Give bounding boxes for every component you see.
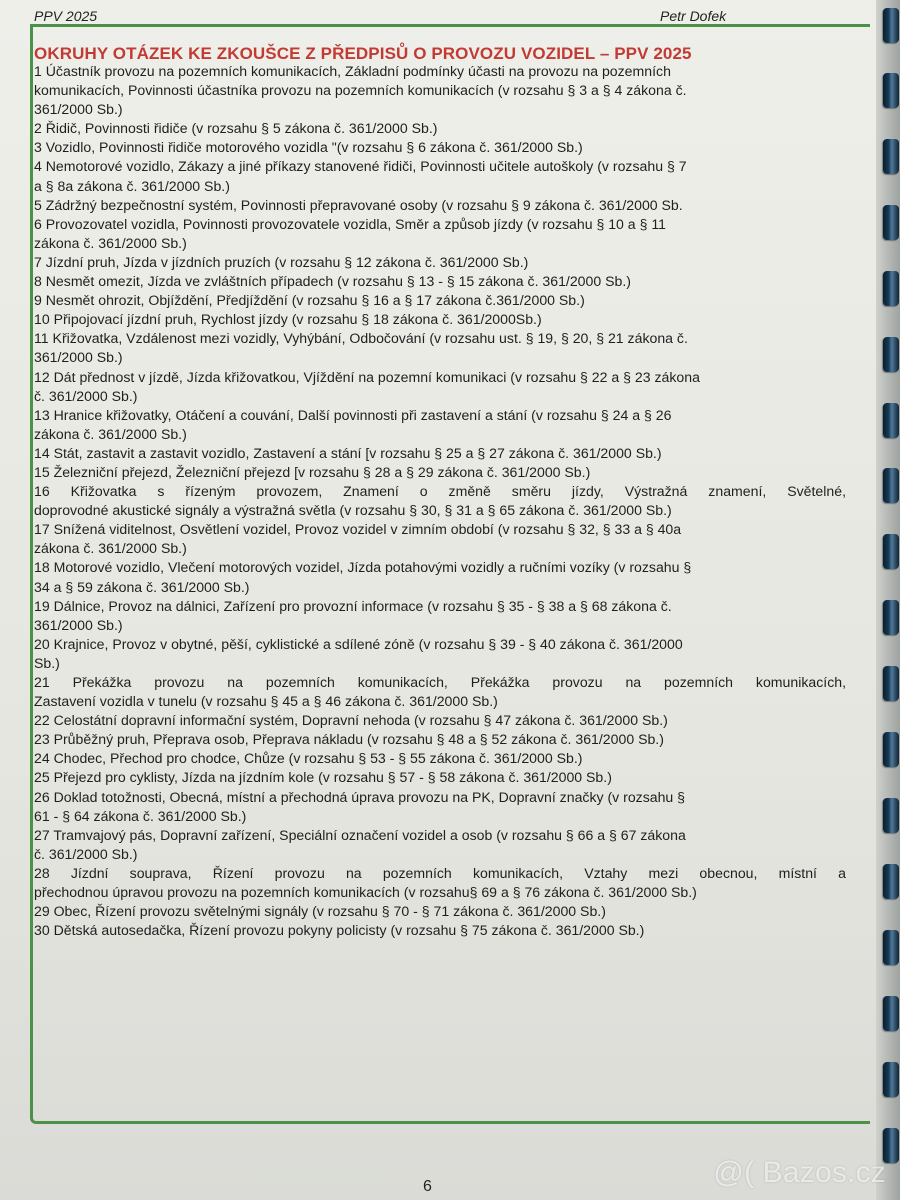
binding-ring bbox=[883, 271, 899, 306]
topic-line: a § 8a zákona č. 361/2000 Sb.) bbox=[34, 177, 230, 194]
topic-line: 26 Doklad totožnosti, Obecná, místní a přechodná úprava provozu na PK, Dopravní značky (v rozsahu § bbox=[34, 788, 686, 805]
topic-line: 61 - § 64 zákona č. 361/2000 Sb.) bbox=[34, 807, 247, 824]
binding-ring bbox=[883, 600, 899, 635]
binding-ring bbox=[883, 1062, 899, 1097]
topic-line: 361/2000 Sb.) bbox=[34, 349, 123, 366]
topic-line: 1 Účastník provozu na pozemních komunikacích, Základní podmínky účasti na provozu na pozemních bbox=[34, 63, 671, 79]
topic-line: zákona č. 361/2000 Sb.) bbox=[34, 540, 187, 557]
topic-line: 4 Nemotorové vozidlo, Zákazy a jiné příkazy stanovené řidiči, Povinnosti učitele autoškoly (v rozsahu § 7 bbox=[34, 158, 687, 175]
topic-line: 361/2000 Sb.) bbox=[34, 101, 123, 118]
binding-ring bbox=[883, 205, 899, 240]
topic-line: Zastavení vozidla v tunelu (v rozsahu § 45 a § 46 zákona č. 361/2000 Sb.) bbox=[34, 693, 498, 710]
binding-ring bbox=[883, 864, 899, 899]
binding-ring bbox=[883, 468, 899, 503]
exam-topic-list bbox=[34, 62, 846, 940]
topic-line: 17 Snížená viditelnost, Osvětlení vozidel, Provoz vozidel v zimním období (v rozsahu § 32, § 33 a § 40a bbox=[34, 521, 682, 538]
topic-line: 16 Křižovatka s řízeným provozem, Znamení o změně směru jízdy, Výstražná znamení, Světelné, bbox=[34, 483, 846, 500]
topic-line: 11 Křižovatka, Vzdálenost mezi vozidly, Vyhýbání, Odbočování (v rozsahu ust. § 19, § 20, § 21 zákona č. bbox=[34, 330, 688, 347]
topic-line: 361/2000 Sb.) bbox=[34, 616, 123, 633]
topic-line: 25 Přejezd pro cyklisty, Jízda na jízdním kole (v rozsahu § 57 - § 58 zákona č. 361/2000 Sb.) bbox=[34, 769, 612, 786]
topic-line: přechodnou úpravou provozu na pozemních komunikacích (v rozsahu§ 69 a § 76 zákona č. 361/2000 Sb.) bbox=[34, 884, 697, 901]
topic-line: 18 Motorové vozidlo, Vlečení motorových vozidel, Jízda potahovými vozidly a ručními vozíky (v rozsahu § bbox=[34, 559, 692, 576]
topic-line: doprovodné akustické signály a výstražná světla (v rozsahu § 30, § 31 a § 65 zákona č. 361/2000 Sb.) bbox=[34, 502, 672, 519]
binding-ring bbox=[883, 8, 899, 43]
binding-ring bbox=[883, 337, 899, 372]
page-number: 6 bbox=[423, 1178, 432, 1195]
topic-line: 19 Dálnice, Provoz na dálnici, Zařízení pro provozní informace (v rozsahu § 35 - § 38 a § 68 zákona č. bbox=[34, 597, 672, 614]
topic-line: 24 Chodec, Přechod pro chodce, Chůze (v rozsahu § 53 - § 55 zákona č. 361/2000 Sb.) bbox=[34, 750, 583, 767]
topic-line: 6 Provozovatel vozidla, Povinnosti provozovatele vozidla, Směr a způsob jízdy (v rozsahu § 10 a § 11 bbox=[34, 215, 666, 232]
topic-line: 9 Nesmět ohrozit, Objíždění, Předjíždění (v rozsahu § 16 a § 17 zákona č.361/2000 Sb.) bbox=[34, 292, 585, 309]
header-right-text: Petr Dofek bbox=[660, 8, 727, 24]
topic-line: zákona č. 361/2000 Sb.) bbox=[34, 425, 187, 442]
binding-ring bbox=[883, 73, 899, 108]
topic-line: č. 361/2000 Sb.) bbox=[34, 845, 138, 862]
topic-line: 8 Nesmět omezit, Jízda ve zvláštních případech (v rozsahu § 13 - § 15 zákona č. 361/2000 Sb.) bbox=[34, 273, 631, 290]
topic-line: 10 Připojovací jízdní pruh, Rychlost jízdy (v rozsahu § 18 zákona č. 361/2000Sb.) bbox=[34, 311, 542, 328]
topic-line: 21 Překážka provozu na pozemních komunikacích, Překážka provozu na pozemních komunikacích, bbox=[34, 674, 846, 690]
bazos-watermark: @( Bazos.cz bbox=[713, 1156, 886, 1189]
binding-ring bbox=[883, 930, 899, 965]
topic-line: 27 Tramvajový pás, Dopravní zařízení, Speciální označení vozidel a osob (v rozsahu § 66 a § 67 zákona bbox=[34, 826, 686, 843]
binding-ring bbox=[883, 996, 899, 1031]
topic-line: komunikacích, Povinnosti účastníka provozu na pozemních komunikacích (v rozsahu § 3 a § 4 zákona č. bbox=[34, 82, 687, 99]
binding-ring bbox=[883, 139, 899, 174]
topic-line: 15 Železniční přejezd, Železniční přejezd [v rozsahu § 28 a § 29 zákona č. 361/2000 Sb.) bbox=[34, 463, 591, 480]
topic-line: 13 Hranice křižovatky, Otáčení a couvání, Další povinnosti při zastavení a stání (v rozsahu § 24 a § 26 bbox=[34, 406, 672, 423]
topic-line: 30 Dětská autosedačka, Řízení provozu pokyny policisty (v rozsahu § 75 zákona č. 361/2000 Sb.) bbox=[34, 922, 645, 939]
binding-ring bbox=[883, 534, 899, 569]
topic-line: Sb.) bbox=[34, 654, 60, 671]
topic-line: 29 Obec, Řízení provozu světelnými signály (v rozsahu § 70 - § 71 zákona č. 361/2000 Sb.) bbox=[34, 903, 606, 920]
topic-line: 7 Jízdní pruh, Jízda v jízdních pruzích (v rozsahu § 12 zákona č. 361/2000 Sb.) bbox=[34, 253, 529, 270]
topic-line: 5 Zádržný bezpečnostní systém, Povinnosti přepravované osoby (v rozsahu § 9 zákona č. 361/2000 Sb. bbox=[34, 196, 683, 213]
binding-ring bbox=[883, 732, 899, 767]
topic-line: č. 361/2000 Sb.) bbox=[34, 387, 138, 404]
topic-line: 12 Dát přednost v jízdě, Jízda křižovatkou, Vjíždění na pozemní komunikaci (v rozsahu § 22 a § 23 zákona bbox=[34, 368, 700, 385]
topic-line: 23 Průběžný pruh, Přeprava osob, Přeprava nákladu (v rozsahu § 48 a § 52 zákona č. 361/2000 Sb.) bbox=[34, 731, 664, 748]
topic-line: 34 a § 59 zákona č. 361/2000 Sb.) bbox=[34, 578, 250, 595]
topic-line: 22 Celostátní dopravní informační systém, Dopravní nehoda (v rozsahu § 47 zákona č. 361/2000 Sb.) bbox=[34, 712, 668, 729]
topic-line: 14 Stát, zastavit a zastavit vozidlo, Zastavení a stání [v rozsahu § 25 a § 27 zákona č. 361/2000 Sb.) bbox=[34, 444, 662, 461]
binding-ring bbox=[883, 798, 899, 833]
binding-ring bbox=[883, 403, 899, 438]
binding-ring bbox=[883, 666, 899, 701]
header-left-text: PPV 2025 bbox=[34, 8, 98, 24]
topic-line: 3 Vozidlo, Povinnosti řidiče motorového vozidla "(v rozsahu § 6 zákona č. 361/2000 Sb.) bbox=[34, 139, 583, 156]
topic-line: zákona č. 361/2000 Sb.) bbox=[34, 234, 187, 251]
topic-line: 20 Krajnice, Provoz v obytné, pěší, cyklistické a sdílené zóně (v rozsahu § 39 - § 40 zákona č. 361/2000 bbox=[34, 635, 683, 652]
spiral-binding bbox=[876, 0, 900, 1200]
topic-line: 28 Jízdní souprava, Řízení provozu na pozemních komunikacích, Vztahy mezi obecnou, místní a bbox=[34, 864, 846, 881]
page-title: OKRUHY OTÁZEK KE ZKOUŠCE Z PŘEDPISŮ O PROVOZU VOZIDEL – PPV 2025 bbox=[34, 44, 692, 63]
topic-line: 2 Řidič, Povinnosti řidiče (v rozsahu § 5 zákona č. 361/2000 Sb.) bbox=[34, 120, 438, 137]
